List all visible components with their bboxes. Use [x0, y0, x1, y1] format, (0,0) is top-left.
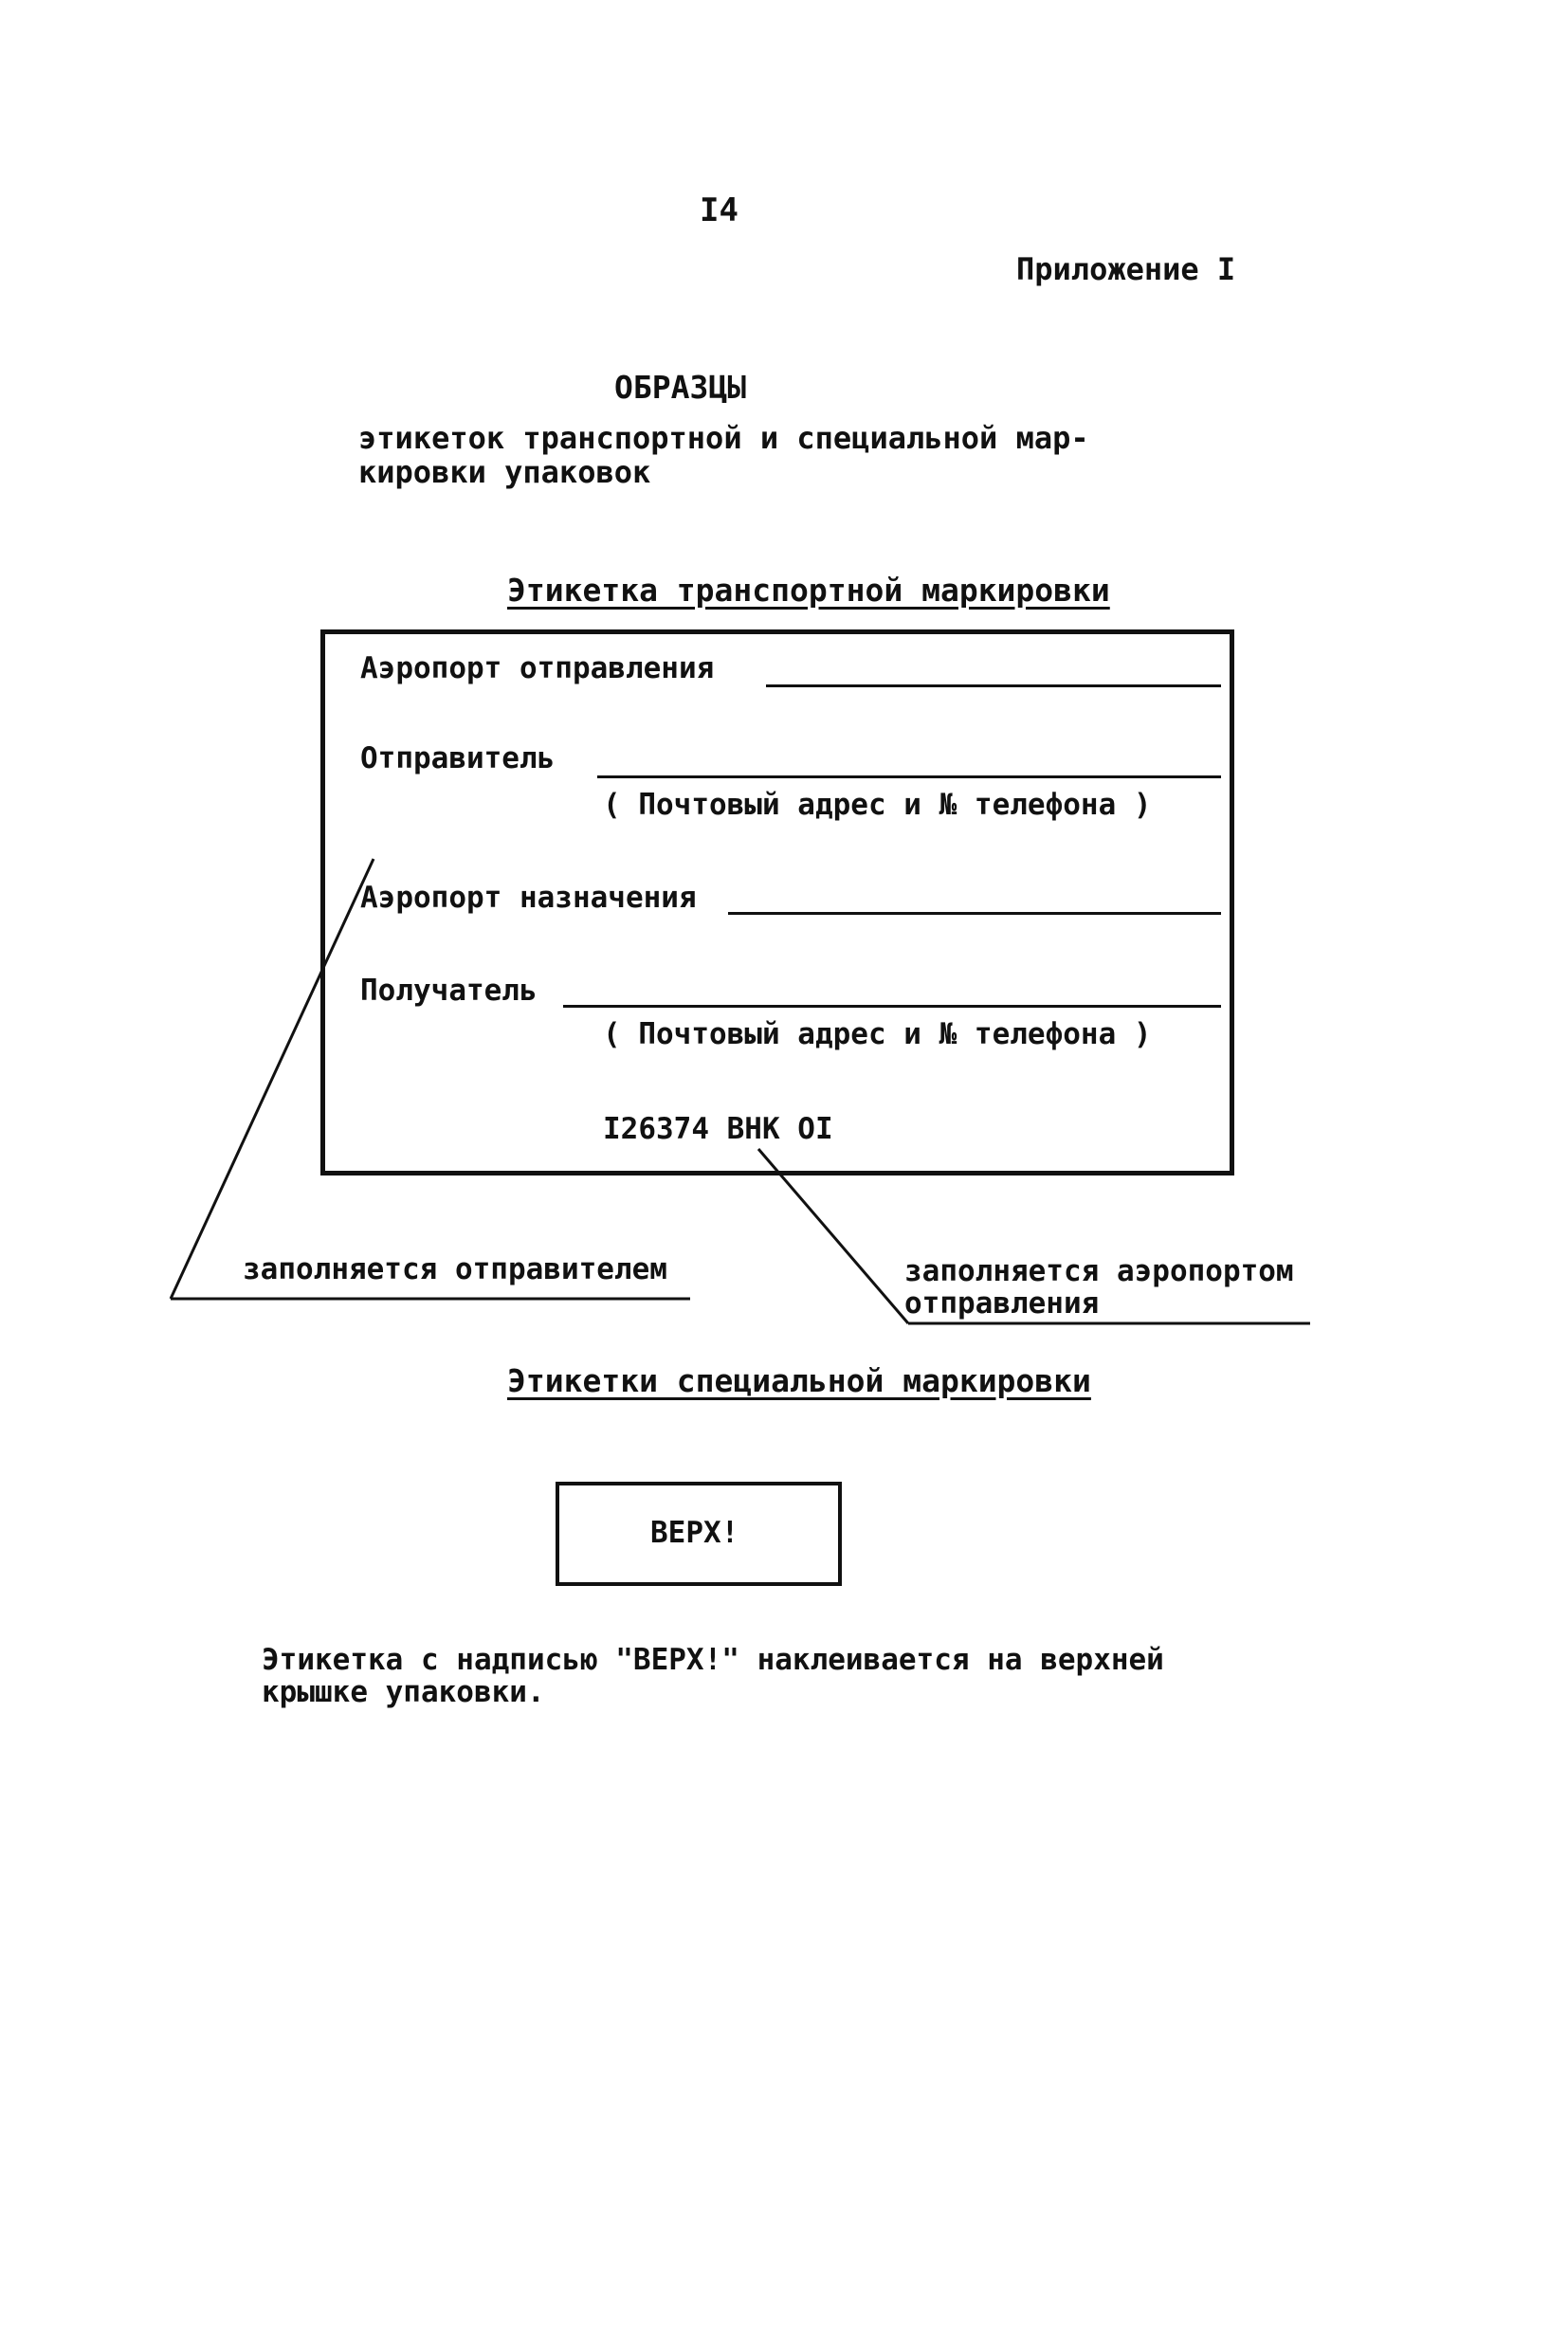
page-number: I4: [700, 191, 738, 229]
recipient-address-hint: ( Почтовый адрес и № телефона ): [603, 1017, 1152, 1051]
recipient-label: Получатель: [360, 974, 538, 1008]
appendix-label: Приложение I: [1016, 251, 1236, 287]
departure-airport-label: Аэропорт отправления: [360, 651, 715, 685]
label-code: I26374 ВНК OI: [603, 1112, 833, 1146]
airport-callout-text: заполняется аэропортом отправления: [904, 1254, 1294, 1321]
destination-airport-label: Аэропорт назначения: [360, 881, 697, 915]
sender-label: Отправитель: [360, 741, 556, 775]
top-side-label-text: ВЕРХ!: [650, 1516, 739, 1550]
document-title: ОБРАЗЦЫ: [614, 369, 747, 406]
sender-address-hint: ( Почтовый адрес и № телефона ): [603, 788, 1152, 822]
sender-callout-text: заполняется отправителем: [243, 1252, 667, 1286]
document-subtitle: этикеток транспортной и специальной мар- кировки упаковок: [358, 420, 1089, 490]
transport-label-heading: Этикетка транспортной маркировки: [507, 572, 1110, 609]
top-side-label-note: Этикетка с надписью "ВЕРХ!" наклеивается на верхней крышке упаковки.: [262, 1643, 1164, 1709]
special-label-heading: Этикетки специальной маркировки: [507, 1362, 1091, 1399]
